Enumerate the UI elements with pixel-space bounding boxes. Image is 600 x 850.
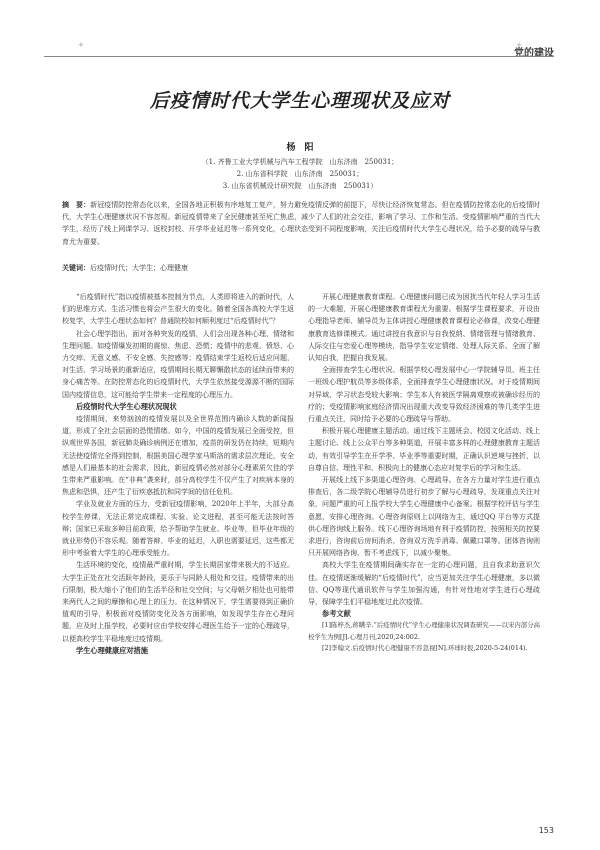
section-heading: 后疫情时代大学生心理状况现状 — [76, 401, 177, 411]
crop-mark-left: + — [78, 41, 84, 49]
abstract — [62, 199, 540, 248]
affiliation-3: 3. 山东省机械设计研究院 山东济南 250031） — [222, 182, 378, 190]
keywords — [62, 263, 188, 273]
paragraph: 积极开展心理健康主题活动。通过线下主题班会、校园文化活动、线上主题讨论、线上公众平台等多种渠道，开展丰富多样的心理健康教育主题活动，有效引导学生在开学季、毕业季等重要时期，正确认识逆境与挫折，以自尊自信、理性平和、积极向上的健康心态应对复学后的学习和生活。 — [308, 427, 540, 472]
affiliation-1: （1. 齐鲁工业大学机械与汽车工程学院 山东济南 250031； — [201, 158, 399, 166]
section-tag: 党的建设 — [514, 48, 554, 59]
abstract-text: 新冠疫情防控常态化以来，全国各地正积极有序地复工复产，努力避免疫情反弹的前提下，尽快让经济恢复常态。但在疫情防控常态化的后疫情时代，大学生心理健康状况不容忽视。新冠疫情带来了全民健康甚至死亡焦虑，减少了人们的社会交往，影响了学习、工作和生活。受疫情影响严重的当代大学生，经历了线上网课学习、返校封校、开学毕业延迟等一系列变化，心理状态受到不同程度影响，关注后疫情时代大学生心理状况，给予必要的疏导与教育尤为重要。 — [62, 201, 541, 246]
article-title: 后疫情时代大学生心理现状及应对 — [149, 90, 450, 112]
reference-item: [1]陈梓杰,蒋瞒辛.“后疫情时代”学生心理健康状况调查研究——以宋内部分高校学生为例[J].心理月刊,2020,24:002. — [308, 621, 540, 641]
right-column — [308, 291, 540, 655]
page-number: 153 — [538, 826, 554, 835]
paragraph: 学业及就业方面的压力，受新冠疫情影响，2020年上半年，大部分高校学生停课，无法正常完成课程、实验、论文进程，甚至可能无法按时答辩；国家已采取多种目前政策，给予帮助学生就业、毕业等，但毕业年级的就业形势仍不容乐观。随着答辩、毕业的延迟，入职也需要延迟，这些都无形中考验着大学生的心理承受能力。 — [62, 500, 294, 558]
paragraph: 疫情期间，来势汹汹的疫情发展以及全世界范围内确诊人数的新闻报道，形成了全社会层面的恐慌情绪。如今，中国的疫情发展已全面受控，但纵观世界各国，新冠肺炎确诊病例还在增加，疫苗的研发仍在持续，短期内无法使疫情完全得到控制，根据美国心理学家马斯洛的需求层次理论，安全感是人们最基本的社会需求，因此，新冠疫情必然对部分心理素质欠佳的学生带来严重影响。在“非典”袭来时，部分高校学生不仅产生了对疾病本身的焦虑和恐惧，还产生了衍疾惑抵抗和同学间的信任危机。 — [62, 415, 294, 497]
paragraph: 生活环境的变化，疫情最严重时期，学生长期居家带来极大的不适应。大学生正处在社交活跃年龄段，更乐于与同龄人相处和交往。疫情带来的出行限制，极大缩小了他们的生活半径和社交空间；与父母朝夕相处也可能带来两代人之间的摩擦和心理上的压力。在这种情况下，学生需要得到正确价值观的引导，积极面对疫情防变化及各方面影响，如发现学生存在心理问题，应及时上报学校，必要时应由学校安排心理医生给予一定的心理疏导，以便高校学生平稳地度过疫情期。 — [62, 561, 294, 643]
keywords-label: 关键词： — [62, 264, 90, 272]
header-rule — [44, 56, 554, 57]
references-title: 参考文献 — [322, 609, 351, 619]
paragraph: 社会心理学指出，面对各种突发的疫情，人们会出现各种心理、情绪和生理问题。如疫情爆发初期的震惊、焦虑、恐慌；疫情中的悲观、愤怒、心力交瘁、无意义感、不安全感、失控感等；疫情结束学生返校后适应问题，对生活、学习场景的重新适应，疫情期间长期无聊懈散状态的延续而带来的身心痛苦等。在防控常态化的后疫情时代，大学生依然接受源源不断的国际国内疫情信息，这可能给学生带来一定程度的心理压力。 — [62, 329, 294, 399]
crop-mark-right: + — [516, 41, 522, 49]
keywords-text: 后疫情时代；大学生；心理健康 — [90, 264, 188, 272]
paragraph: 开展线上线下多渠道心理咨询、心理疏导。在各方力量对学生进行重点排查后，各二级学院心理辅导员进行初步了解与心理疏导，发现重点关注对象，问题严重的可上报学校大学生心理健康中心备案。根据学校评估与学生意愿，安排心理咨询。心理咨询原则上以网络为主，通过QQ 平台等方式提供心理咨询线上服务。线下心理咨询场地有利于疫情防控，按照相关防控要求进行，咨询前后房间消杀、咨询双方洗手消毒、佩戴口罩等。团体咨询则只开展网络咨询，暂不考虑线下，以减少聚集。 — [308, 476, 540, 558]
paragraph: 高校大学生在疫情期间确实存在一定的心理问题，且自我求助意识欠佳。在疫情逐渐缓解的“后疫情时代”，应当更加关注学生心理健康，多以微信、QQ等现代通讯软件与学生加强沟通，有针对性地对学生进行心理疏导，保障学生们平稳地度过此次疫情。 — [308, 561, 540, 607]
abstract-label: 摘 要： — [62, 201, 91, 209]
paragraph: 开展心理健康教育课程。心理健康问题已成为困扰当代年轻人学习生活的一大难题，开展心理健康教育课程尤为重要。根据学生课程要求，开设由心理指导老师、辅导员为主体讲授心理健康教育课程论必修课，改变心理健康教育选修课模式。通过讲授自我意识与自我悦纳、情绪管理与情绪教育、人际交往与恋爱心理等模块，指导学生安定情绪、处理人际关系、全面了解认知自我，把握自我发展。 — [308, 293, 540, 363]
author-name: 杨 阳 — [286, 143, 314, 153]
paragraph: 全面排查学生心理状况。根据学校心理发展中心一学院辅导员、班主任一班级心理护航员等多级体系，全面排查学生心理健康状况。对于疫情期间对异域、学习状态受较大影响；学生本人有被医学隔离观察或被确诊经历的疗的；受疫情影响家庭经济情况出现重大改变导致经济困难的等几类学生进行重点关注，同时给予必要的心理疏导与帮助。 — [308, 366, 540, 424]
section-heading: 学生心理健康应对措施 — [76, 645, 148, 655]
paragraph: “后疫情时代”指以疫情被基本控制为节点，人类即将进入的新时代，人们的思维方式、生活习惯也将会产生很大的变化。随着全国各高校大学生返校复学，大学生心理状态如何？普通院校如何顺利度过“后疫情时代”？ — [62, 293, 294, 326]
reference-item: [2]李翰文.后疫情时代心理健康不容忽视[N].环球时报,2020-5-24(014). — [322, 644, 528, 653]
left-column — [62, 291, 294, 657]
affiliation-2: 2. 山东省科学院 山东济南 250031； — [236, 170, 364, 178]
